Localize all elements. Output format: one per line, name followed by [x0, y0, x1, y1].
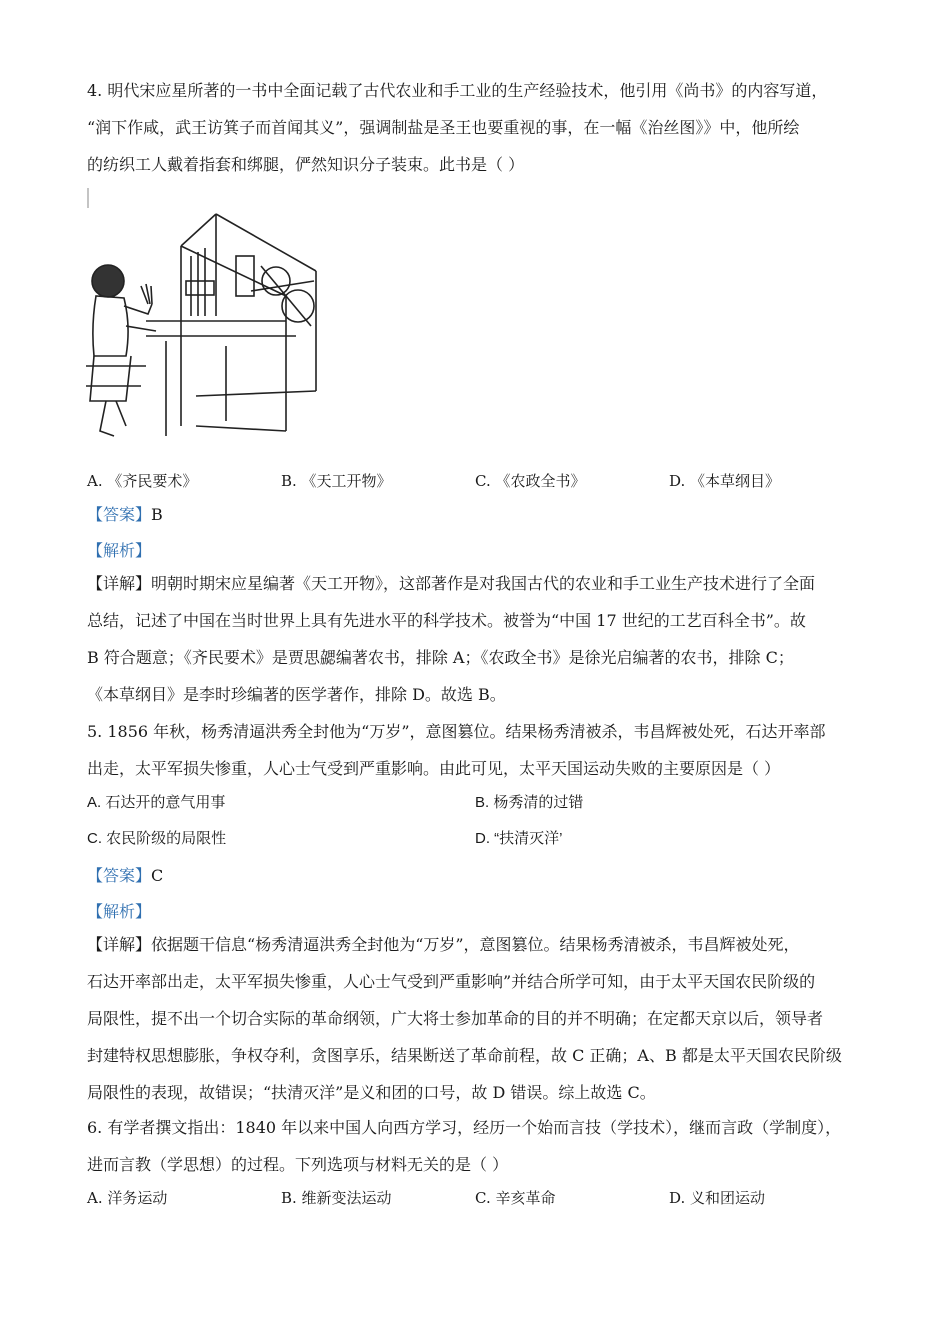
- q4-option-c: C. 《农政全书》: [475, 472, 586, 490]
- q6-option-c: C. 辛亥革命: [475, 1189, 556, 1207]
- q5-detail-line-1: [87, 934, 800, 956]
- q4-detail-line-4: 《本草纲目》是李时珍编著的医学著作，排除 D。故选 B。: [87, 685, 506, 704]
- q5-answer-line: [87, 865, 163, 887]
- q4-detail-line-2: 总结，记述了中国在当时世界上具有先进水平的科学技术。被誉为“中国 17 世纪的工艺百科全书”。故: [87, 611, 806, 630]
- q4-analysis-tag: 【解析】: [87, 541, 152, 560]
- q5-option-a: A. 石达开的意气用事: [87, 794, 226, 811]
- q5-detail-line-5: 局限性的表现，故错误；“扶清灭洋”是义和团的口号，故 D 错误。综上故选 C。: [87, 1083, 656, 1102]
- q4-detail-text-1: 明朝时期宋应星编著《天工开物》，这部著作是对我国古代的农业和手工业生产技术进行了全面: [151, 574, 816, 593]
- q6-option-d: D. 义和团运动: [669, 1189, 766, 1207]
- q5-detail-line-2: 石达开率部出走，太平军损失惨重，人心士气受到严重影响”并结合所学可知，由于太平天国农民阶级的: [87, 972, 816, 991]
- q4-detail-line-1: [87, 573, 815, 595]
- q4-answer: B: [151, 505, 163, 524]
- q4-option-a: A. 《齐民要术》: [87, 472, 198, 490]
- q5-detail-line-4: 封建特权思想膨胀，争权夺利，贪图享乐，结果断送了革命前程，故 C 正确；A、B 都是太平天国农民阶级: [87, 1046, 842, 1065]
- q5-stem-line-2: 出走，太平军损失惨重，人心士气受到严重影响。由此可见，太平天国运动失败的主要原因是（ ）: [87, 759, 781, 778]
- q4-option-d: D. 《本草纲目》: [669, 472, 781, 490]
- q5-analysis-tag: 【解析】: [87, 902, 152, 921]
- q5-detail-line-3: 局限性，提不出一个切合实际的革命纲领，广大将士参加革命的目的并不明确；在定都天京以后，领导者: [87, 1009, 824, 1028]
- q4-stem-line-1: 4. 明代宋应星所著的一书中全面记载了古代农业和手工业的生产经验技术，他引用《尚书》的内容写道，: [87, 81, 828, 100]
- q4-detail-line-3: B 符合题意；《齐民要术》是贾思勰编著农书，排除 A；《农政全书》是徐光启编著的农书，排除 C；: [87, 648, 794, 667]
- q6-option-b: B. 维新变法运动: [281, 1189, 392, 1207]
- q4-stem-line-2: “润下作咸，武王访箕子而首闻其义”，强调制盐是圣王也要重视的事，在一幅《治丝图》》中，他所绘: [87, 118, 800, 137]
- q5-option-d: D. “扶清灭洋’: [475, 830, 563, 847]
- q6-option-a: A. 洋务运动: [87, 1189, 168, 1207]
- q4-answer-line: [87, 504, 163, 526]
- q5-option-c: C. 农民阶级的局限性: [87, 830, 227, 847]
- q4-answer-tag: 【答案】: [87, 505, 152, 524]
- q4-stem-line-3: 的纺织工人戴着指套和绑腿，俨然知识分子装束。此书是（ ）: [87, 155, 525, 174]
- q6-stem-line-2: 进而言教（学思想）的过程。下列选项与材料无关的是（ ）: [87, 1155, 509, 1174]
- q5-detail-text-1: 依据题干信息“杨秀清逼洪秀全封他为“万岁”，意图篡位。结果杨秀清被杀，韦昌辉被处死，: [151, 935, 800, 954]
- q5-answer: C: [151, 866, 164, 885]
- q4-option-b: B. 《天工开物》: [281, 472, 392, 490]
- loom-illustration: [86, 186, 326, 446]
- q5-stem-line-1: 5. 1856 年秋，杨秀清逼洪秀全封他为“万岁”，意图篡位。结果杨秀清被杀，韦昌辉被处死，石达开率部: [87, 722, 826, 741]
- q5-answer-tag: 【答案】: [87, 866, 152, 885]
- q6-stem-line-1: 6. 有学者撰文指出：1840 年以来中国人向西方学习，经历一个始而言技（学技术），继而言政（学制度），: [87, 1118, 842, 1137]
- q5-option-b: B. 杨秀清的过错: [475, 794, 584, 811]
- q4-detail-tag: 【详解】: [87, 574, 152, 593]
- q5-detail-tag: 【详解】: [87, 935, 152, 954]
